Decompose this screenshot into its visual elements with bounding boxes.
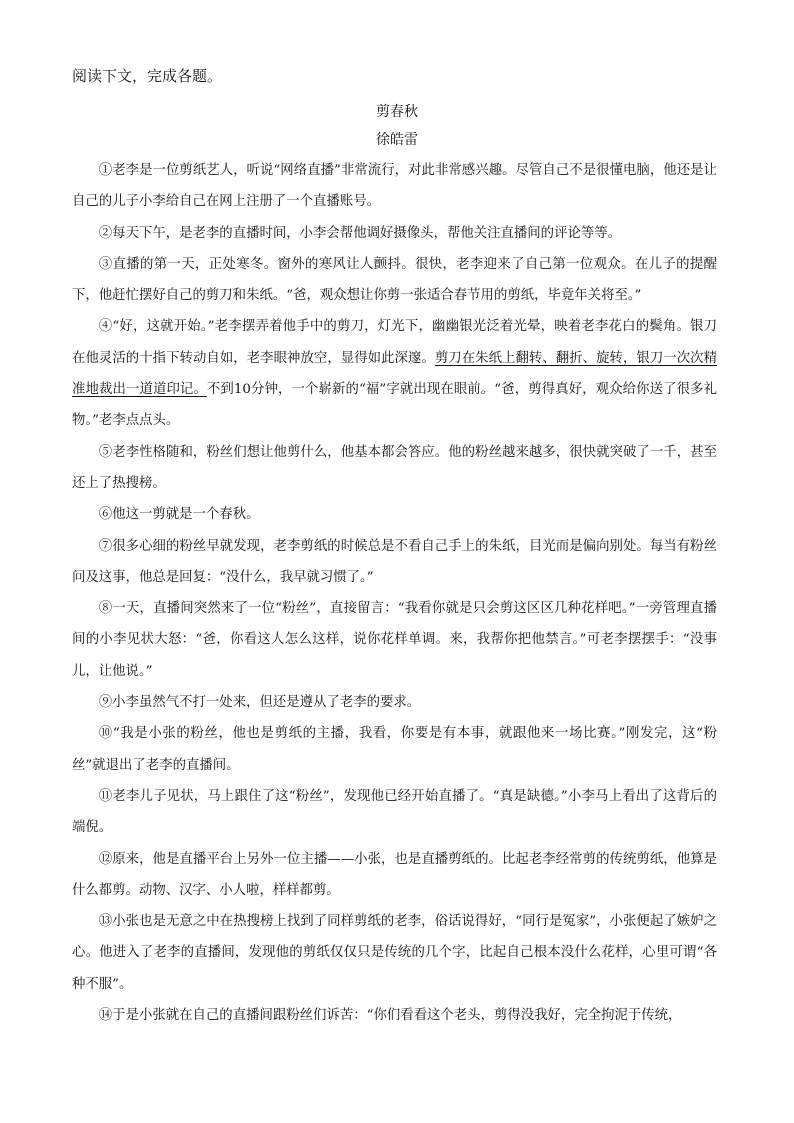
article-body: [72, 155, 717, 1031]
paragraph-13: ⑬小张也是无意之中在热搜榜上找到了同样剪纸的老李，俗话说得好，“同行是冤家”，小张便起了嫉妒之心。他进入了老李的直播间，发现他的剪纸仅仅只是传统的几个字，比起自己根本没什么花样，心里可谓“各种不服”。: [72, 914, 717, 992]
paragraph-1: ①老李是一位剪纸艺人，听说“网络直播”非常流行，对此非常感兴趣。尽管自己不是很懂电脑，他还是让自己的儿子小李给自己在网上注册了一个直播账号。: [72, 163, 717, 210]
paragraph-12: ⑫原来，他是直播平台上另外一位主播——小张，也是直播剪纸的。比起老李经常剪的传统剪纸，他算是什么都剪。动物、汉字、小人啦，样样都剪。: [72, 851, 717, 898]
paragraph-11: ⑪老李儿子见状，马上跟住了这“粉丝”，发现他已经开始直播了。“真是缺德。”小李马上看出了这背后的端倪。: [72, 788, 717, 836]
underlined-sentence: 剪刀在朱纸上翻转、翻折、旋转，银刀一次次精准地裁出一道道印记。: [72, 350, 718, 398]
article-author: 徐皓雷: [376, 132, 418, 148]
paragraph-3: ③直播的第一天，正处寒冬。窗外的寒风让人颤抖。很快，老李迎来了自己第一位观众。在儿子的提醒下，他赶忙摆好自己的剪刀和朱纸。“爸，观众想让你剪一张适合春节用的剪纸，毕竟年关将至。”: [72, 256, 717, 304]
paragraph-6: ⑥他这一剪就是一个春秋。: [98, 507, 260, 523]
paragraph-5: ⑤老李性格随和，粉丝们想让他剪什么，他基本都会答应。他的粉丝越来越多，很快就突破了一千，甚至还上了热搜榜。: [72, 444, 717, 491]
paragraph-4-text-before: ④“好，这就开始。”老李摆弄着他手中的剪刀，灯光下，幽幽银光泛着光晕，映着老李花白的鬓角。银刀在他灵活的十指下转动自如，老李眼神放空，显得如此深邃。: [72, 319, 717, 366]
paragraph-2: ②每天下午，是老李的直播时间，小李会帮他调好摄像头，帮他关注直播间的评论等等。: [98, 225, 622, 241]
paragraph-10: ⑩“我是小张的粉丝，他也是剪纸的主播，我看，你要是有本事，就跟他来一场比赛。”刚发完，这“粉丝”就退出了老李的直播间。: [72, 726, 717, 773]
article-title: 剪春秋: [376, 104, 418, 120]
paragraph-14: ⑭于是小张就在自己的直播间跟粉丝们诉苦：“你们看看这个老头，剪得没我好，完全拘泥于传统，: [98, 1008, 682, 1024]
reading-instruction: 阅读下文，完成各题。: [72, 67, 223, 85]
paragraph-4-text-after: 不到10分钟，一个崭新的“福”字就出现在眼前。“爸，剪得真好，观众给你送了很多礼物。”老李点点头。: [72, 382, 718, 429]
paragraph-4: [72, 311, 717, 436]
paragraph-8: ⑧一天，直播间突然来了一位“粉丝”，直接留言：“我看你就是只会剪这区区几种花样吧。”一旁管理直播间的小李见状大怒：“爸，你看这人怎么这样，说你花样单调。来，我帮你把他禁言。”可老李摆摆手：“没事儿，让他说。”: [72, 601, 717, 679]
paragraph-7: ⑦很多心细的粉丝早就发现，老李剪纸的时候总是不看自己手上的朱纸，目光而是偏向别处。每当有粉丝问及这事，他总是回复：“没什么，我早就习惯了。”: [72, 538, 717, 585]
paragraph-9: ⑨小李虽然气不打一处来，但还是遵从了老李的要求。: [98, 695, 421, 711]
